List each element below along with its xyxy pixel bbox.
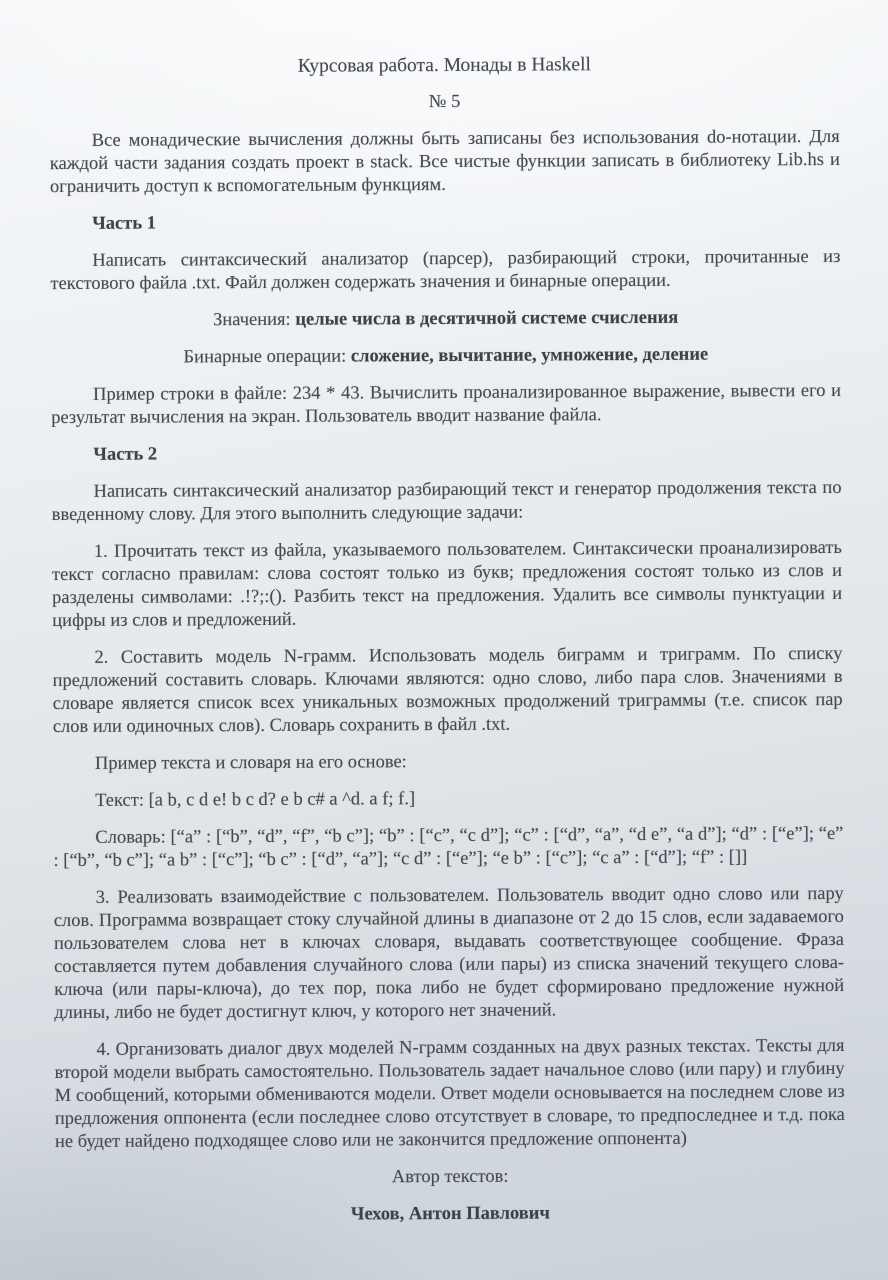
task-1-paragraph: 1. Прочитать текст из файла, указываемого пользователем. Синтаксически проанализировать текст согласно правилам: слова состоят только из букв; предложения состоят только из слов и разделены символами: .!?;:(). Разбить текст на предложения. Удалить все символы пунктуации и цифры из слов и предложений. [51,537,843,632]
example-dictionary-line: Словарь: [“a” : [“b”, “d”, “f”, “b c”]; “b” : [“c”, “c d”]; “c” : [“d”, “a”, “d e”, “a d”]; “d” : [“e”]; “e” : [“b”, “b c”]; “a b” : [“c”]; “b c” : [“d”, “a”]; “c d” : [“e”]; “e b” : [“c”]; “c a” : [“d”]; “f” : []] [53,823,844,872]
task-3-paragraph: 3. Реализовать взаимодействие с пользователем. Пользователь вводит одно слово или пару слов. Программа возвращает стоку случайной длины в диапазоне от 2 до 15 слов, если задаваемого пользователем слова нет в ключах словаря, выдавать соответствующее сообщение. Фраза составляется путем добавления случайного слова (или пары) из списка значений текущего слова-ключа (или пары-ключа), до тех пор, пока либо не будет сформировано предложение нужной длины, либо не будет достигнут ключ, у которого нет значений. [53,883,845,1024]
variant-number: № 5 [428,91,461,113]
values-line [51,306,841,333]
author-name: Чехов, Антон Павлович [350,1203,550,1225]
part2-heading: Часть 2 [93,444,158,465]
values-label: Значения: [213,309,291,331]
author-label: Автор текстов: [391,1166,509,1188]
example-text-line: Текст: [a b, c d e! b c d? e b c# a ^d. a f; f.] [95,789,416,811]
part1-example-paragraph: Пример строки в файле: 234 * 43. Вычислить проанализированное выражение, вывести его и результат вычисления на экран. Пользователь вводит название файла. [51,380,842,429]
operations-line [51,343,841,370]
part1-heading: Часть 1 [92,213,157,234]
document-title: Курсовая работа. Монады в Haskell [297,54,591,77]
example-intro-line: Пример текста и словаря на его основе: [94,752,407,774]
operations-label: Бинарные операции: [183,346,347,368]
intro-paragraph: Все монадические вычисления должны быть записаны без использования do-нотации. Для каждой части задания создать проект в stack. Все чистые функции записать в библиотеку Lib.hs и ограничить доступ к вспомогательным функциям. [49,126,840,198]
operations-text: сложение, вычитание, умножение, деление [350,344,709,367]
values-text: целые числа в десятичной системе счисления [295,307,679,330]
task-4-paragraph: 4. Организовать диалог двух моделей N-грамм созданных на двух разных текстах. Тексты для второй модели выбрать самостоятельно. Пользователь задает начальное слово (или пару) и глубину М сообщений, которыми обмениваются модели. Ответ модели основывается на последнем слове из предложения оппонента (если последнее слово отсутствует в словаре, то предпоследнее и т.д. пока не будет найдено подходящее слово или не закончится предложение оппонента) [54,1035,845,1153]
part1-task-paragraph: Написать синтаксический анализатор (парсер), разбирающий строки, прочитанные из текстового файла .txt. Файл должен содержать значения и бинарные операции. [50,246,841,295]
part2-task-paragraph: Написать синтаксический анализатор разбирающий текст и генератор продолжения текста по введенному слову. Для этого выполнить следующие задачи: [51,477,842,526]
task-2-paragraph: 2. Составить модель N-грамм. Использовать модель биграмм и триграмм. По списку предложений составить словарь. Ключами являются: одно слово, либо пара слов. Значениями в словаре является список всех уникальных возможных продолжений триграммы (т.е. список пар слов или одиночных слов). Словарь сохранить в файл .txt. [52,643,843,738]
